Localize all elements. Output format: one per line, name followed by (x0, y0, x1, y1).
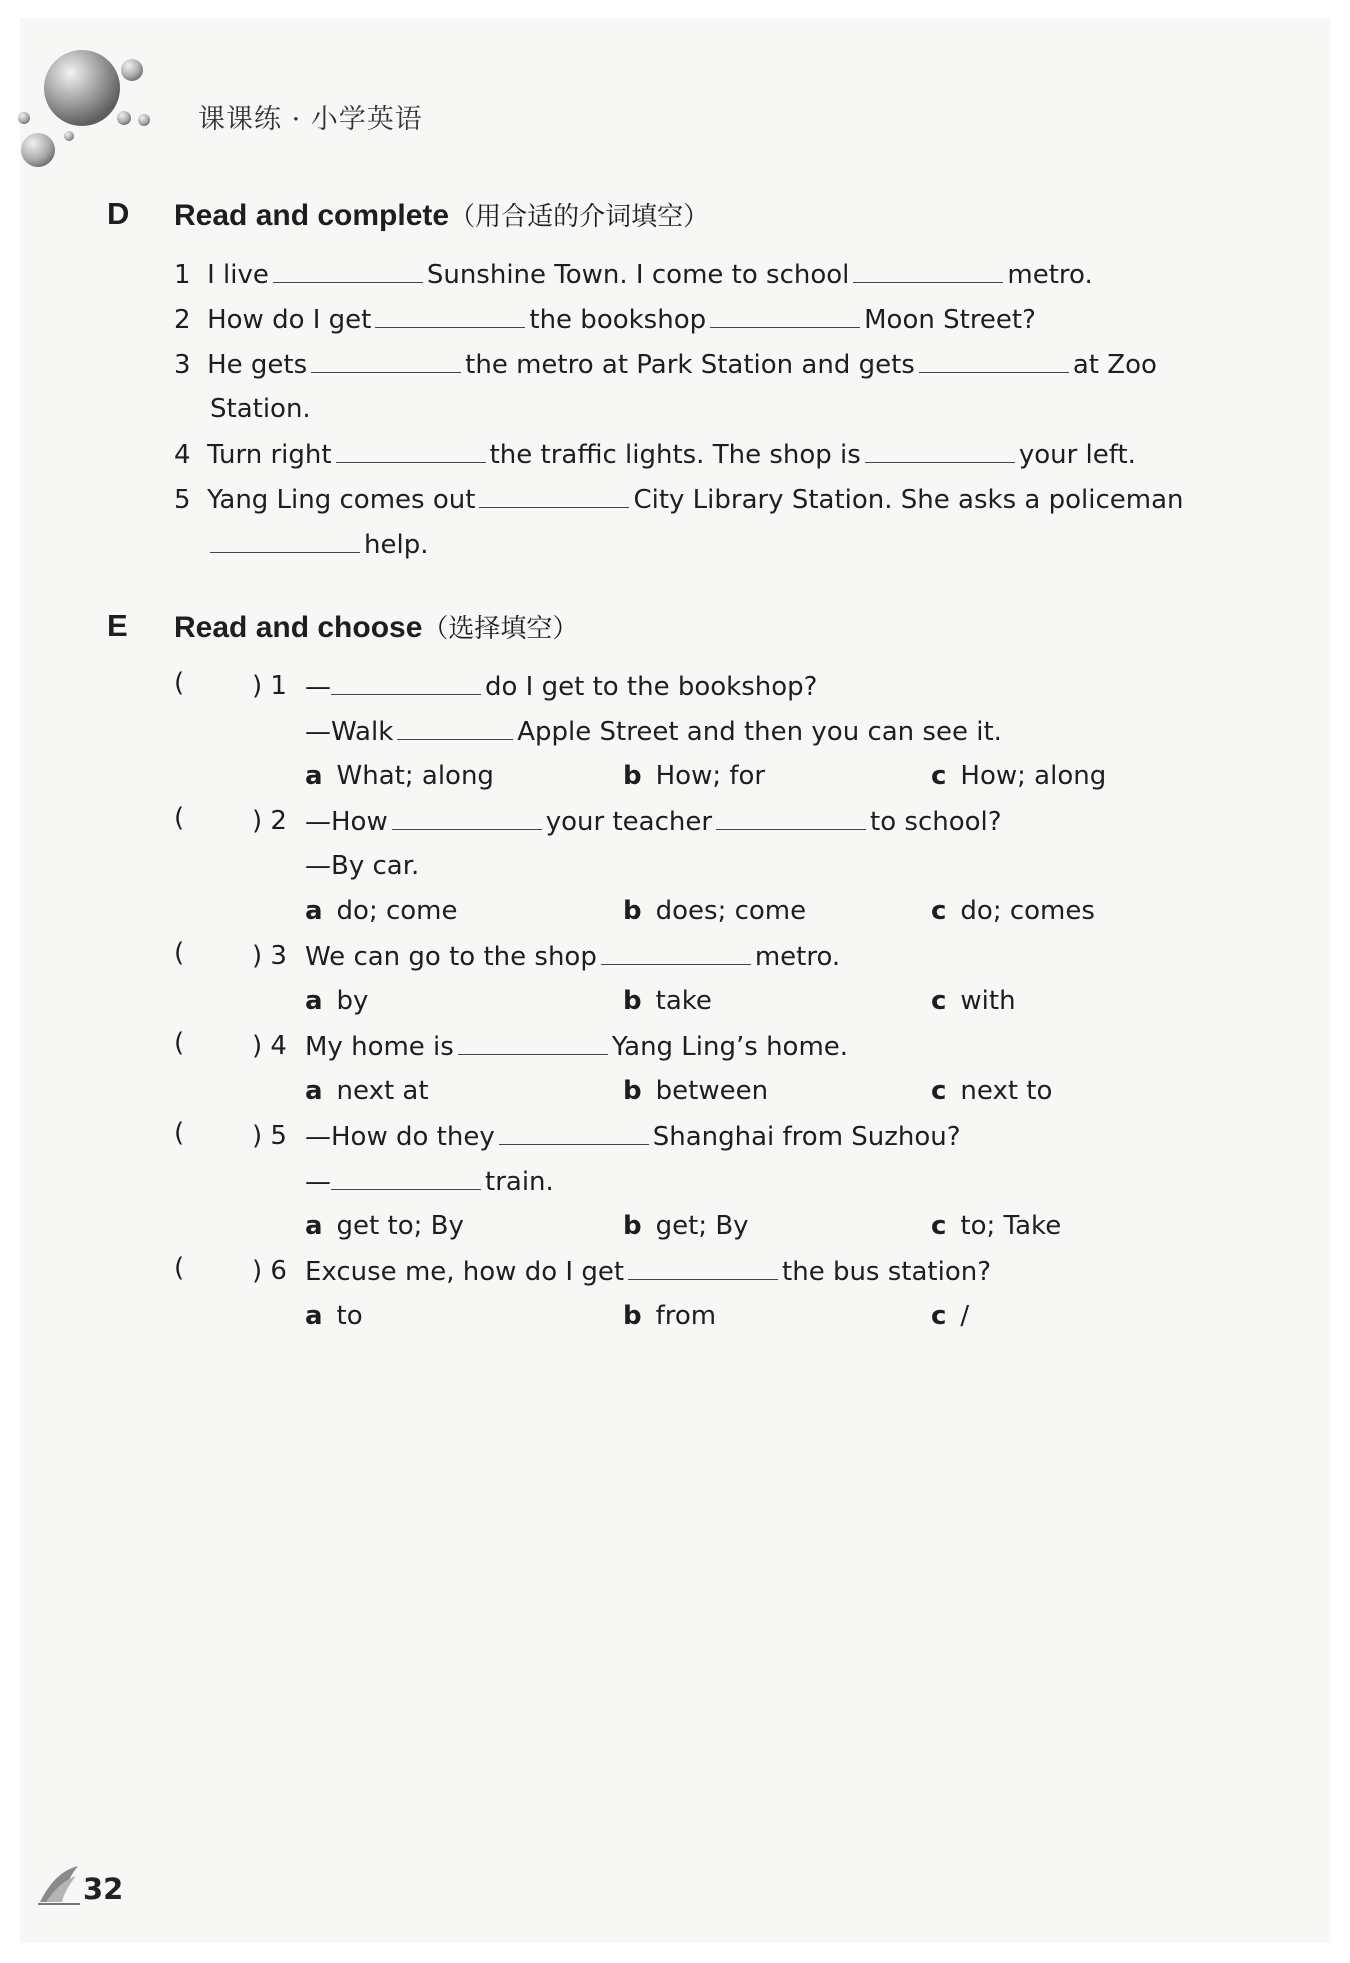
e-q5-option-c: c to; Take (931, 1211, 1062, 1241)
e-q5-option-a: a get to; By (305, 1211, 464, 1241)
e-q3-option-a: a by (305, 986, 369, 1016)
answer-blank[interactable] (397, 713, 513, 740)
d-item-4: 4 Turn right the traffic lights. The shop is your left. (174, 436, 1136, 473)
e-q5-line2: — train. (305, 1163, 554, 1200)
e-q3-number: ) 3 (252, 941, 287, 971)
e-q4-option-a: a next at (305, 1076, 429, 1106)
e-q1-option-a: a What; along (305, 761, 494, 791)
answer-blank[interactable] (865, 436, 1015, 463)
e-q1-line1: — do I get to the bookshop? (305, 668, 817, 705)
answer-blank[interactable] (331, 1163, 481, 1190)
answer-blank[interactable] (919, 346, 1069, 373)
e-q2-option-a: a do; come (305, 896, 458, 926)
section-d-note: （用合适的介词填空） (449, 202, 710, 232)
e-q2-line2: —By car. (305, 851, 420, 881)
answer-paren-open[interactable]: ( (174, 668, 185, 698)
answer-blank[interactable] (458, 1028, 608, 1055)
section-d-heading (174, 196, 709, 233)
e-q1-number: ) 1 (252, 671, 287, 701)
answer-blank[interactable] (392, 803, 542, 830)
e-q4-option-b: b between (623, 1076, 769, 1106)
answer-blank[interactable] (710, 301, 860, 328)
e-q4-option-c: c next to (931, 1076, 1053, 1106)
answer-blank[interactable] (716, 803, 866, 830)
e-q4-line1: My home is Yang Ling’s home. (305, 1028, 848, 1065)
e-q2-line1: —How your teacher to school? (305, 803, 1002, 840)
section-e-title: Read and choose (174, 611, 423, 644)
leaf-icon (36, 1862, 82, 1906)
answer-blank[interactable] (499, 1118, 649, 1145)
answer-paren-open[interactable]: ( (174, 938, 185, 968)
e-q2-option-c: c do; comes (931, 896, 1095, 926)
section-e-heading (174, 608, 578, 645)
d-item-2: 2 How do I get the bookshop Moon Street? (174, 301, 1036, 338)
e-q6-line1: Excuse me, how do I get the bus station? (305, 1253, 991, 1290)
page-number: 32 (83, 1872, 124, 1906)
answer-blank[interactable] (853, 256, 1003, 283)
answer-paren-open[interactable]: ( (174, 803, 185, 833)
answer-blank[interactable] (311, 346, 461, 373)
answer-paren-open[interactable]: ( (174, 1253, 185, 1283)
section-d-letter: D (107, 196, 130, 231)
e-q1-option-c: c How; along (931, 761, 1107, 791)
e-q6-option-c: c / (931, 1301, 970, 1331)
e-q1-option-b: b How; for (623, 761, 766, 791)
answer-blank[interactable] (601, 938, 751, 965)
d-item-5-continued: help. (210, 526, 428, 563)
e-q6-option-a: a to (305, 1301, 363, 1331)
e-q5-option-b: b get; By (623, 1211, 749, 1241)
e-q3-line1: We can go to the shop metro. (305, 938, 840, 975)
e-q1-line2: —Walk Apple Street and then you can see it. (305, 713, 1002, 750)
answer-blank[interactable] (210, 526, 360, 553)
d-item-1: 1 I live Sunshine Town. I come to school metro. (174, 256, 1093, 293)
d-item-3: 3 He gets the metro at Park Station and gets at Zoo (174, 346, 1157, 383)
d-item-5: 5 Yang Ling comes out City Library Station. She asks a policeman (174, 481, 1183, 518)
answer-blank[interactable] (331, 668, 481, 695)
e-q3-option-b: b take (623, 986, 712, 1016)
d-item-3-continued: Station. (210, 394, 311, 424)
e-q5-line1: —How do they Shanghai from Suzhou? (305, 1118, 961, 1155)
section-e-letter: E (107, 608, 128, 643)
e-q2-number: ) 2 (252, 806, 287, 836)
answer-blank[interactable] (273, 256, 423, 283)
e-q6-option-b: b from (623, 1301, 717, 1331)
answer-blank[interactable] (375, 301, 525, 328)
bubbles-logo-icon (14, 40, 164, 180)
section-d-title: Read and complete (174, 199, 450, 232)
answer-paren-open[interactable]: ( (174, 1028, 185, 1058)
book-title: 课课练 · 小学英语 (198, 104, 423, 135)
e-q6-number: ) 6 (252, 1256, 287, 1286)
answer-blank[interactable] (336, 436, 486, 463)
answer-blank[interactable] (628, 1253, 778, 1280)
e-q5-number: ) 5 (252, 1121, 287, 1151)
e-q2-option-b: b does; come (623, 896, 807, 926)
section-e-note: （选择填空） (422, 614, 579, 644)
e-q3-option-c: c with (931, 986, 1016, 1016)
answer-paren-open[interactable]: ( (174, 1118, 185, 1148)
e-q4-number: ) 4 (252, 1031, 287, 1061)
answer-blank[interactable] (479, 481, 629, 508)
